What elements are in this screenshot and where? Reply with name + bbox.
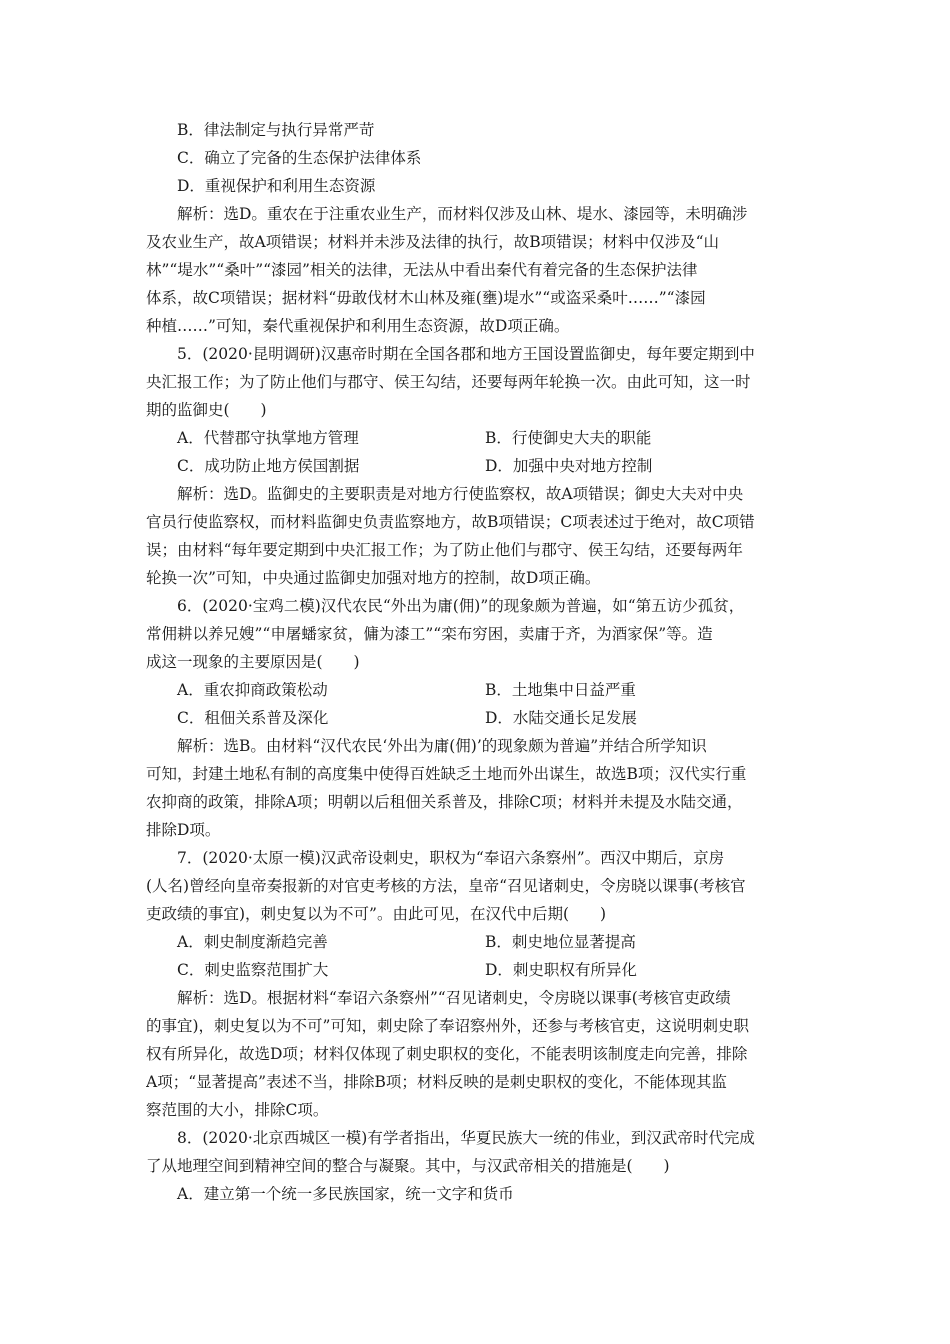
q6-option-b: B．土地集中日益严重 <box>485 681 636 699</box>
q5-analysis-line: 解析：选D。监御史的主要职责是对地方行使监察权，故A项错误；御史大夫对中央 <box>177 485 744 503</box>
q7-options-row <box>146 956 806 984</box>
q7-option-c: C．刺史监察范围扩大 <box>177 961 329 979</box>
q6-stem-line: 6．(2020·宝鸡二模)汉代农民“外出为庸(佣)”的现象颇为普遍，如“第五访少孤贫， <box>177 597 745 615</box>
q4-analysis-line: 体系，故C项错误；据材料“毋敢伐材木山林及雍(壅)堤水”“或盗采桑叶……”“漆园 <box>146 289 706 307</box>
q5-analysis-line: 轮换一次”可知，中央通过监御史加强对地方的控制，故D项正确。 <box>146 569 601 587</box>
q5-options-row <box>146 424 806 452</box>
q6-option-d: D．水陆交通长足发展 <box>485 709 637 727</box>
q8-option-a: A．建立第一个统一多民族国家，统一文字和货币 <box>177 1185 514 1203</box>
q5-option-c: C．成功防止地方侯国割据 <box>177 457 360 475</box>
q6-analysis-line: 可知，封建土地私有制的高度集中使得百姓缺乏土地而外出谋生，故选B项；汉代实行重 <box>146 765 747 783</box>
q4-analysis-line: 及农业生产，故A项错误；材料并未涉及法律的执行，故B项错误；材料中仅涉及“山 <box>146 233 720 251</box>
q6-option-a: A．重农抑商政策松动 <box>177 681 328 699</box>
q5-stem-line: 央汇报工作；为了防止他们与郡守、侯王勾结，还要每两年轮换一次。由此可知，这一时 <box>146 373 751 391</box>
q8-stem-line: 了从地理空间到精神空间的整合与凝聚。其中，与汉武帝相关的措施是( ) <box>146 1157 670 1175</box>
question-content <box>146 116 806 1208</box>
q5-stem-line: 期的监御史( ) <box>146 401 267 419</box>
q7-stem-line: 7．(2020·太原一模)汉武帝设刺史，职权为“奉诏六条察州”。西汉中期后，京房 <box>177 849 725 867</box>
q6-option-c: C．租佃关系普及深化 <box>177 709 329 727</box>
q4-analysis-line: 林”“堤水”“桑叶”“漆园”相关的法律，无法从中看出秦代有着完备的生态保护法律 <box>146 261 698 279</box>
q5-analysis-line: 官员行使监察权，而材料监御史负责监察地方，故B项错误；C项表述过于绝对，故C项错 <box>146 513 755 531</box>
q7-analysis-line: A项；“显著提高”表述不当，排除B项；材料反映的是刺史职权的变化，不能体现其监 <box>146 1073 727 1091</box>
q5-options-row <box>146 452 806 480</box>
q7-analysis-line: 解析：选D。根据材料“奉诏六条察州”“召见诸刺史，令房晓以课事(考核官吏政绩 <box>177 989 731 1007</box>
q6-options-row <box>146 676 806 704</box>
q6-stem-line: 成这一现象的主要原因是( ) <box>146 653 360 671</box>
q8-stem-line: 8．(2020·北京西城区一模)有学者指出，华夏民族大一统的伟业，到汉武帝时代完成 <box>177 1129 755 1147</box>
q7-analysis-line: 权有所异化，故选D项；材料仅体现了刺史职权的变化，不能表明该制度走向完善，排除 <box>146 1045 748 1063</box>
q7-analysis-line: 的事宜)，刺史复以为不可”可知，刺史除了奉诏察州外，还参与考核官吏，这说明刺史职 <box>146 1017 749 1035</box>
q4-option-d: D．重视保护和利用生态资源 <box>177 177 376 195</box>
q7-option-a: A．刺史制度渐趋完善 <box>177 933 328 951</box>
q5-analysis-line: 误；由材料“每年要定期到中央汇报工作；为了防止他们与郡守、侯王勾结，还要每两年 <box>146 541 743 559</box>
q4-analysis-line: 解析：选D。重农在于注重农业生产，而材料仅涉及山林、堤水、漆园等，未明确涉 <box>177 205 748 223</box>
q7-options-row <box>146 928 806 956</box>
q5-stem-line: 5．(2020·昆明调研)汉惠帝时期在全国各郡和地方王国设置监御史，每年要定期到中 <box>177 345 755 363</box>
q5-option-d: D．加强中央对地方控制 <box>485 457 653 475</box>
q5-option-b: B．行使御史大夫的职能 <box>485 429 652 447</box>
q6-options-row <box>146 704 806 732</box>
q6-analysis-line: 解析：选B。由材料“汉代农民‘外出为庸(佣)’的现象颇为普遍”并结合所学知识 <box>177 737 707 755</box>
q4-option-b: B．律法制定与执行异常严苛 <box>177 121 375 139</box>
q5-option-a: A．代替郡守执掌地方管理 <box>177 429 359 447</box>
q6-analysis-line: 农抑商的政策，排除A项；明朝以后租佃关系普及，排除C项；材料并未提及水陆交通， <box>146 793 743 811</box>
q7-option-d: D．刺史职权有所异化 <box>485 961 637 979</box>
q7-stem-line: (人名)曾经向皇帝奏报新的对官吏考核的方法，皇帝“召见诸刺史，令房晓以课事(考核官 <box>146 877 746 895</box>
q6-stem-line: 常佣耕以养兄嫂”“申屠蟠家贫，傭为漆工”“栾布穷困，卖庸于齐，为酒家保”等。造 <box>146 625 713 643</box>
q6-analysis-line: 排除D项。 <box>146 821 221 839</box>
q7-option-b: B．刺史地位显著提高 <box>485 933 636 951</box>
q7-analysis-line: 察范围的大小，排除C项。 <box>146 1101 329 1119</box>
q7-stem-line: 吏政绩的事宜)，刺史复以为不可”。由此可见，在汉代中后期( ) <box>146 905 607 923</box>
q4-analysis-line: 种植……”可知，秦代重视保护和利用生态资源，故D项正确。 <box>146 317 570 335</box>
q4-option-c: C．确立了完备的生态保护法律体系 <box>177 149 422 167</box>
